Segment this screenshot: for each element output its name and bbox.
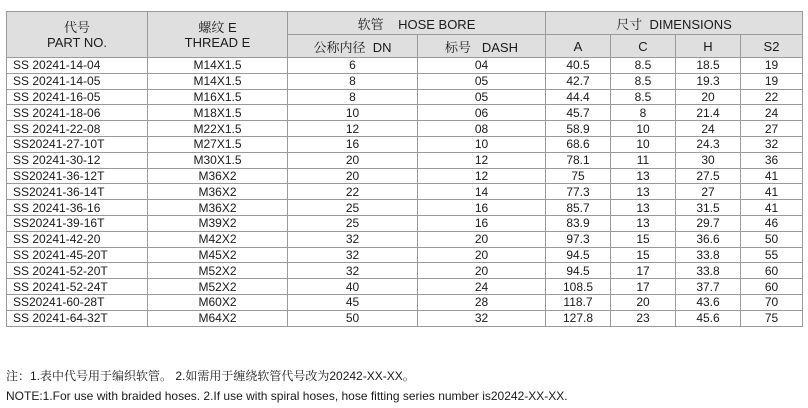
- cell-h: 27: [676, 184, 741, 200]
- cell-h: 29.7: [676, 215, 741, 231]
- table-row: [7, 310, 803, 326]
- header-thread: [148, 12, 288, 58]
- cell-c: 11: [611, 152, 676, 168]
- cell-s2: 19: [741, 58, 803, 74]
- table-row: [7, 168, 803, 184]
- cell-dash: 16: [418, 215, 546, 231]
- header-thread-zh: 螺纹 E: [198, 19, 237, 35]
- cell-thread: M42X2: [148, 231, 288, 247]
- cell-s2: 32: [741, 136, 803, 152]
- cell-a: 127.8: [546, 310, 611, 326]
- cell-part: SS 20241-64-32T: [7, 310, 148, 326]
- cell-dn: 22: [288, 184, 418, 200]
- cell-h: 45.6: [676, 310, 741, 326]
- cell-h: 33.8: [676, 247, 741, 263]
- note-zh: 注：1.表中代号用于编织软管。 2.如需用于缠绕软管代号改为20242-XX-XX。: [6, 369, 415, 383]
- header-row-top: [7, 12, 803, 35]
- cell-dash: 10: [418, 136, 546, 152]
- cell-s2: 41: [741, 184, 803, 200]
- cell-thread: M14X1.5: [148, 73, 288, 89]
- cell-part: SS20241-60-28T: [7, 294, 148, 310]
- header-part-en: PART NO.: [47, 34, 107, 50]
- cell-part: SS 20241-30-12: [7, 152, 148, 168]
- cell-s2: 27: [741, 121, 803, 137]
- cell-dash: 20: [418, 247, 546, 263]
- cell-c: 13: [611, 168, 676, 184]
- cell-s2: 70: [741, 294, 803, 310]
- cell-c: 13: [611, 200, 676, 216]
- cell-thread: M30X1.5: [148, 152, 288, 168]
- cell-a: 108.5: [546, 279, 611, 295]
- cell-a: 75: [546, 168, 611, 184]
- table-row: [7, 121, 803, 137]
- cell-dash: 05: [418, 73, 546, 89]
- cell-part: SS 20241-42-20: [7, 231, 148, 247]
- cell-h: 37.7: [676, 279, 741, 295]
- cell-part: SS 20241-45-20T: [7, 247, 148, 263]
- cell-dash: 24: [418, 279, 546, 295]
- cell-c: 15: [611, 231, 676, 247]
- cell-thread: M18X1.5: [148, 105, 288, 121]
- dimension-table: [6, 11, 803, 327]
- table-row: [7, 215, 803, 231]
- table-row: [7, 294, 803, 310]
- cell-dn: 10: [288, 105, 418, 121]
- cell-a: 42.7: [546, 73, 611, 89]
- cell-part: SS20241-39-16T: [7, 215, 148, 231]
- table-row: [7, 231, 803, 247]
- cell-dash: 08: [418, 121, 546, 137]
- cell-dn: 8: [288, 89, 418, 105]
- cell-dn: 12: [288, 121, 418, 137]
- cell-c: 15: [611, 247, 676, 263]
- cell-h: 33.8: [676, 263, 741, 279]
- cell-part: SS 20241-22-08: [7, 121, 148, 137]
- cell-h: 20: [676, 89, 741, 105]
- cell-a: 44.4: [546, 89, 611, 105]
- cell-part: SS 20241-16-05: [7, 89, 148, 105]
- cell-s2: 19: [741, 73, 803, 89]
- cell-dash: 20: [418, 263, 546, 279]
- cell-a: 85.7: [546, 200, 611, 216]
- cell-a: 94.5: [546, 263, 611, 279]
- cell-dn: 25: [288, 200, 418, 216]
- cell-s2: 41: [741, 168, 803, 184]
- cell-dash: 14: [418, 184, 546, 200]
- cell-s2: 50: [741, 231, 803, 247]
- cell-dn: 16: [288, 136, 418, 152]
- cell-h: 31.5: [676, 200, 741, 216]
- cell-part: SS 20241-52-20T: [7, 263, 148, 279]
- header-dn: 公称内径 DN: [288, 35, 418, 58]
- header-c: C: [611, 35, 676, 58]
- cell-s2: 60: [741, 263, 803, 279]
- table-row: [7, 152, 803, 168]
- cell-a: 40.5: [546, 58, 611, 74]
- cell-c: 8.5: [611, 89, 676, 105]
- cell-h: 27.5: [676, 168, 741, 184]
- cell-c: 8: [611, 105, 676, 121]
- table-row: [7, 184, 803, 200]
- cell-h: 43.6: [676, 294, 741, 310]
- cell-dash: 12: [418, 168, 546, 184]
- table-row: [7, 247, 803, 263]
- header-part-no: [7, 12, 148, 58]
- cell-dash: 32: [418, 310, 546, 326]
- table-body: [7, 58, 803, 327]
- cell-h: 36.6: [676, 231, 741, 247]
- cell-dn: 6: [288, 58, 418, 74]
- table-row: [7, 279, 803, 295]
- cell-a: 45.7: [546, 105, 611, 121]
- cell-s2: 36: [741, 152, 803, 168]
- cell-thread: M16X1.5: [148, 89, 288, 105]
- cell-dn: 25: [288, 215, 418, 231]
- cell-h: 30: [676, 152, 741, 168]
- cell-h: 21.4: [676, 105, 741, 121]
- cell-thread: M45X2: [148, 247, 288, 263]
- header-thread-en: THREAD E: [184, 34, 251, 50]
- cell-dn: 32: [288, 231, 418, 247]
- cell-thread: M52X2: [148, 279, 288, 295]
- table-row: [7, 263, 803, 279]
- cell-c: 8.5: [611, 58, 676, 74]
- header-part-zh: 代号: [63, 19, 90, 35]
- cell-s2: 24: [741, 105, 803, 121]
- cell-s2: 41: [741, 200, 803, 216]
- cell-dn: 45: [288, 294, 418, 310]
- cell-c: 10: [611, 121, 676, 137]
- cell-thread: M14X1.5: [148, 58, 288, 74]
- header-s2: S2: [741, 35, 803, 58]
- cell-c: 8.5: [611, 73, 676, 89]
- header-h: H: [676, 35, 741, 58]
- cell-part: SS20241-36-14T: [7, 184, 148, 200]
- cell-c: 23: [611, 310, 676, 326]
- header-a: A: [546, 35, 611, 58]
- notes: [6, 366, 568, 406]
- header-dimensions: 尺寸 DIMENSIONS: [546, 12, 803, 35]
- table-row: [7, 136, 803, 152]
- cell-a: 68.6: [546, 136, 611, 152]
- cell-dash: 16: [418, 200, 546, 216]
- cell-thread: M64X2: [148, 310, 288, 326]
- table-row: [7, 105, 803, 121]
- header-hose-bore: 软管 HOSE BORE: [288, 12, 546, 35]
- cell-dn: 20: [288, 168, 418, 184]
- cell-a: 118.7: [546, 294, 611, 310]
- note-en: NOTE:1.For use with braided hoses. 2.If use with spiral hoses, hose fitting series number is20242-XX-XX.: [6, 389, 568, 403]
- cell-h: 24: [676, 121, 741, 137]
- table-row: [7, 89, 803, 105]
- cell-c: 17: [611, 263, 676, 279]
- cell-part: SS20241-27-10T: [7, 136, 148, 152]
- cell-dash: 05: [418, 89, 546, 105]
- cell-part: SS 20241-18-06: [7, 105, 148, 121]
- cell-a: 78.1: [546, 152, 611, 168]
- cell-thread: M36X2: [148, 184, 288, 200]
- cell-thread: M36X2: [148, 200, 288, 216]
- cell-a: 77.3: [546, 184, 611, 200]
- cell-a: 83.9: [546, 215, 611, 231]
- cell-part: SS 20241-36-16: [7, 200, 148, 216]
- cell-c: 13: [611, 184, 676, 200]
- cell-a: 94.5: [546, 247, 611, 263]
- cell-thread: M22X1.5: [148, 121, 288, 137]
- header-dash: 标号 DASH: [418, 35, 546, 58]
- cell-s2: 22: [741, 89, 803, 105]
- cell-part: SS 20241-52-24T: [7, 279, 148, 295]
- cell-part: SS 20241-14-04: [7, 58, 148, 74]
- cell-part: SS20241-36-12T: [7, 168, 148, 184]
- cell-c: 17: [611, 279, 676, 295]
- table-row: [7, 58, 803, 74]
- cell-dash: 20: [418, 231, 546, 247]
- cell-dash: 04: [418, 58, 546, 74]
- cell-thread: M39X2: [148, 215, 288, 231]
- cell-h: 18.5: [676, 58, 741, 74]
- cell-part: SS 20241-14-05: [7, 73, 148, 89]
- cell-h: 24.3: [676, 136, 741, 152]
- cell-c: 20: [611, 294, 676, 310]
- cell-dash: 28: [418, 294, 546, 310]
- table-row: [7, 200, 803, 216]
- cell-s2: 60: [741, 279, 803, 295]
- cell-a: 97.3: [546, 231, 611, 247]
- cell-dn: 20: [288, 152, 418, 168]
- cell-thread: M36X2: [148, 168, 288, 184]
- cell-dash: 06: [418, 105, 546, 121]
- cell-s2: 46: [741, 215, 803, 231]
- cell-c: 10: [611, 136, 676, 152]
- cell-dn: 32: [288, 263, 418, 279]
- cell-thread: M52X2: [148, 263, 288, 279]
- cell-dn: 8: [288, 73, 418, 89]
- cell-h: 19.3: [676, 73, 741, 89]
- cell-c: 13: [611, 215, 676, 231]
- cell-s2: 75: [741, 310, 803, 326]
- cell-dash: 12: [418, 152, 546, 168]
- cell-thread: M60X2: [148, 294, 288, 310]
- table-row: [7, 73, 803, 89]
- cell-dn: 40: [288, 279, 418, 295]
- cell-thread: M27X1.5: [148, 136, 288, 152]
- cell-dn: 50: [288, 310, 418, 326]
- cell-a: 58.9: [546, 121, 611, 137]
- cell-dn: 32: [288, 247, 418, 263]
- cell-s2: 55: [741, 247, 803, 263]
